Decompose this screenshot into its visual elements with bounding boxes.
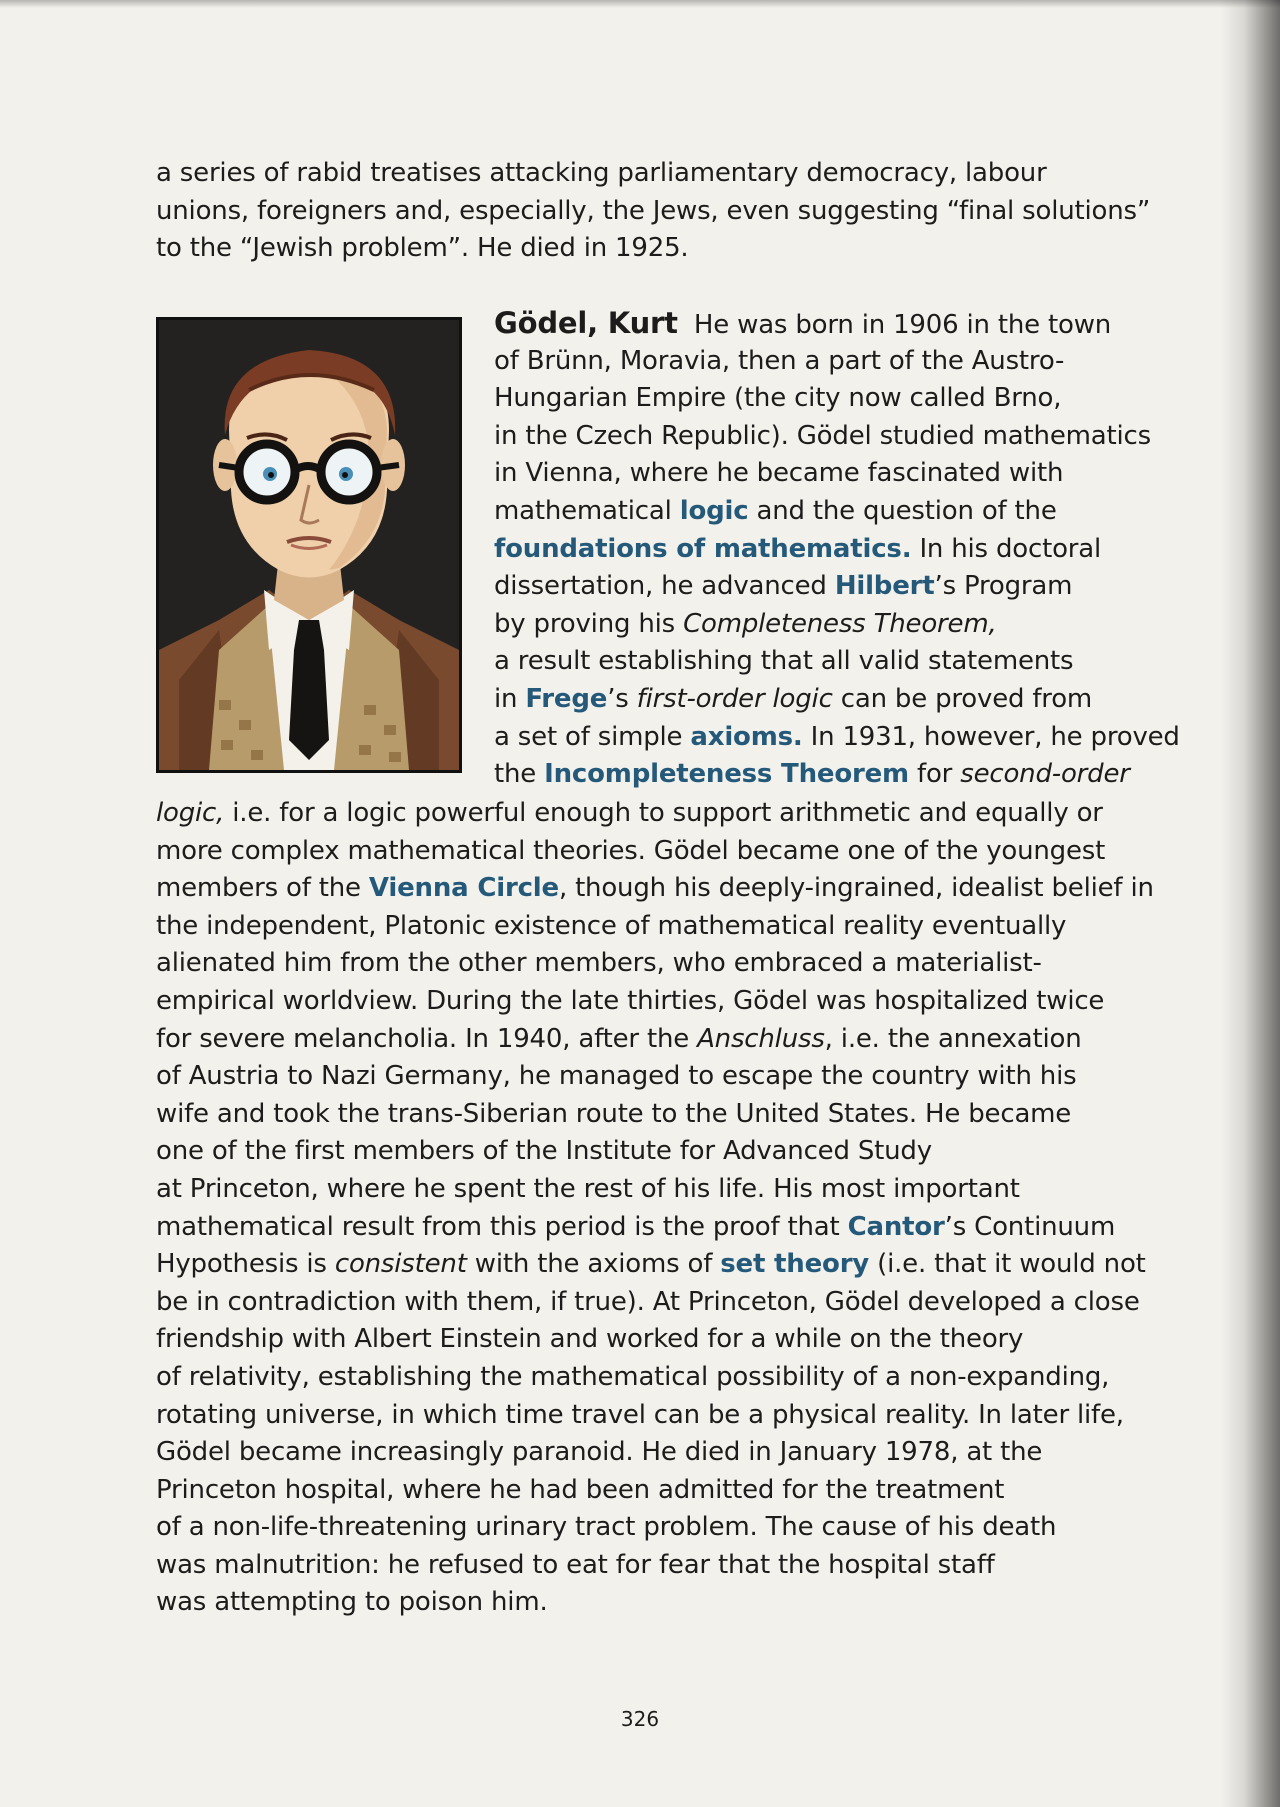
entry-text: the	[494, 759, 545, 790]
entry-text: a set of simple	[494, 721, 691, 752]
italic-text: second-order	[960, 759, 1130, 790]
text-line	[494, 756, 1154, 794]
entry-text: for	[908, 759, 961, 790]
page-number: 326	[620, 1707, 660, 1731]
entry-text: , i.e. the annexation	[824, 1023, 1082, 1054]
text-line	[494, 681, 1154, 719]
text-line: of relativity, establishing the mathematical possibility of a non-expanding,	[156, 1361, 1110, 1392]
page-spine-shadow	[1220, 0, 1280, 1807]
text-line: in Vienna, where he became fascinated with	[494, 458, 1064, 489]
text-line: unions, foreigners and, especially, the Jews, even suggesting “final solutions”	[156, 195, 1151, 226]
term-link-hilbert[interactable]: Hilbert	[834, 571, 935, 602]
page-top-shadow	[0, 0, 1280, 8]
text-line: of Austria to Nazi Germany, he managed to escape the country with his	[156, 1061, 1077, 1092]
term-link-incompleteness[interactable]: Incompleteness Theorem	[544, 759, 909, 790]
entry-text: for severe melancholia. In 1940, after the	[156, 1023, 698, 1054]
text-line	[156, 1021, 1146, 1059]
text-line	[494, 568, 1154, 606]
text-line: of a non-life-threatening urinary tract problem. The cause of his death	[156, 1512, 1057, 1543]
text-line: at Princeton, where he spent the rest of his life. His most important	[156, 1173, 1020, 1204]
text-line: Gödel became increasingly paranoid. He died in January 1978, at the	[156, 1437, 1043, 1468]
text-line: be in contradiction with them, if true). At Princeton, Gödel developed a close	[156, 1286, 1140, 1317]
italic-text: Anschluss	[697, 1023, 825, 1054]
text-line: was attempting to poison him.	[156, 1587, 548, 1618]
italic-text: Completeness Theorem,	[683, 608, 997, 639]
godel-portrait-illustration	[159, 320, 459, 770]
entry-text: In his doctoral	[911, 533, 1102, 564]
entry-text: dissertation, he advanced	[494, 571, 835, 602]
text-line	[494, 305, 1154, 343]
term-link-cantor[interactable]: Cantor	[847, 1211, 945, 1242]
entry-text: mathematical result from this period is the proof that	[156, 1211, 848, 1242]
entry-text: mathematical	[494, 495, 680, 526]
text-line: Princeton hospital, where he had been admitted for the treatment	[156, 1474, 1005, 1505]
entry-text: with the axioms of	[466, 1249, 721, 1280]
entry-text: , though his deeply-ingrained, idealist belief in	[558, 873, 1154, 904]
entry-paragraph-bottom	[156, 795, 1154, 1622]
entry-text: by proving his	[494, 608, 684, 639]
text-line: was malnutrition: he refused to eat for fear that the hospital staff	[156, 1549, 995, 1580]
text-line: wife and took the trans-Siberian route to the United States. He became	[156, 1098, 1072, 1129]
text-line	[156, 1246, 1146, 1284]
text-line: more complex mathematical theories. Gödel became one of the youngest	[156, 835, 1106, 866]
text-line: one of the first members of the Institute for Advanced Study	[156, 1136, 932, 1167]
entry-text: ’s	[607, 683, 637, 714]
text-line	[494, 719, 1180, 757]
text-line: to the “Jewish problem”. He died in 1925.	[156, 233, 689, 264]
italic-text: first-order logic	[636, 683, 833, 714]
entry-text: He was born in 1906 in the town	[693, 310, 1112, 340]
text-line	[494, 531, 1154, 569]
italic-text: logic,	[156, 798, 225, 828]
entry-text: in	[494, 683, 526, 714]
entry-text: ’s Continuum	[944, 1211, 1116, 1242]
entry-text: can be proved from	[832, 683, 1093, 714]
godel-portrait	[156, 317, 462, 773]
text-line	[494, 606, 1154, 644]
text-line: the independent, Platonic existence of mathematical reality eventually	[156, 910, 1067, 941]
entry-paragraph-top	[494, 305, 1180, 794]
entry-title: Gödel, Kurt	[494, 306, 678, 340]
term-link-vienna-circle[interactable]: Vienna Circle	[368, 873, 559, 904]
text-line	[156, 1209, 1146, 1247]
text-line: in the Czech Republic). Gödel studied mathematics	[494, 420, 1151, 451]
term-link-set-theory[interactable]: set theory	[720, 1249, 870, 1280]
text-line	[494, 493, 1154, 531]
text-line: a result establishing that all valid statements	[494, 646, 1074, 677]
text-line	[156, 870, 1154, 908]
entry-text: i.e. for a logic powerful enough to support arithmetic and equally or	[224, 798, 1103, 828]
term-link-foundations[interactable]: foundations of mathematics.	[494, 533, 912, 564]
entry-text: (i.e. that it would not	[869, 1249, 1146, 1280]
entry-text: In 1931, however, he proved	[802, 721, 1180, 752]
italic-text: consistent	[334, 1249, 467, 1280]
text-line: rotating universe, in which time travel can be a physical reality. In later life,	[156, 1399, 1124, 1430]
text-line: empirical worldview. During the late thirties, Gödel was hospitalized twice	[156, 985, 1105, 1016]
text-line: Hungarian Empire (the city now called Brno,	[494, 383, 1062, 414]
entry-text: Hypothesis is	[156, 1249, 335, 1280]
text-line: of Brünn, Moravia, then a part of the Austro-	[494, 345, 1065, 376]
text-line: a series of rabid treatises attacking parliamentary democracy, labour	[156, 158, 1047, 188]
term-link-logic[interactable]: logic	[679, 495, 749, 526]
text-line	[156, 795, 1146, 833]
entry-text: and the question of the	[748, 495, 1057, 526]
text-line: friendship with Albert Einstein and worked for a while on the theory	[156, 1324, 1024, 1355]
term-link-frege[interactable]: Frege	[525, 683, 608, 714]
entry-text: members of the	[156, 873, 369, 904]
text-line: alienated him from the other members, who embraced a materialist-	[156, 948, 1042, 979]
term-link-axioms[interactable]: axioms.	[690, 721, 803, 752]
entry-text: ’s Program	[934, 571, 1073, 602]
intro-paragraph	[156, 155, 1151, 268]
